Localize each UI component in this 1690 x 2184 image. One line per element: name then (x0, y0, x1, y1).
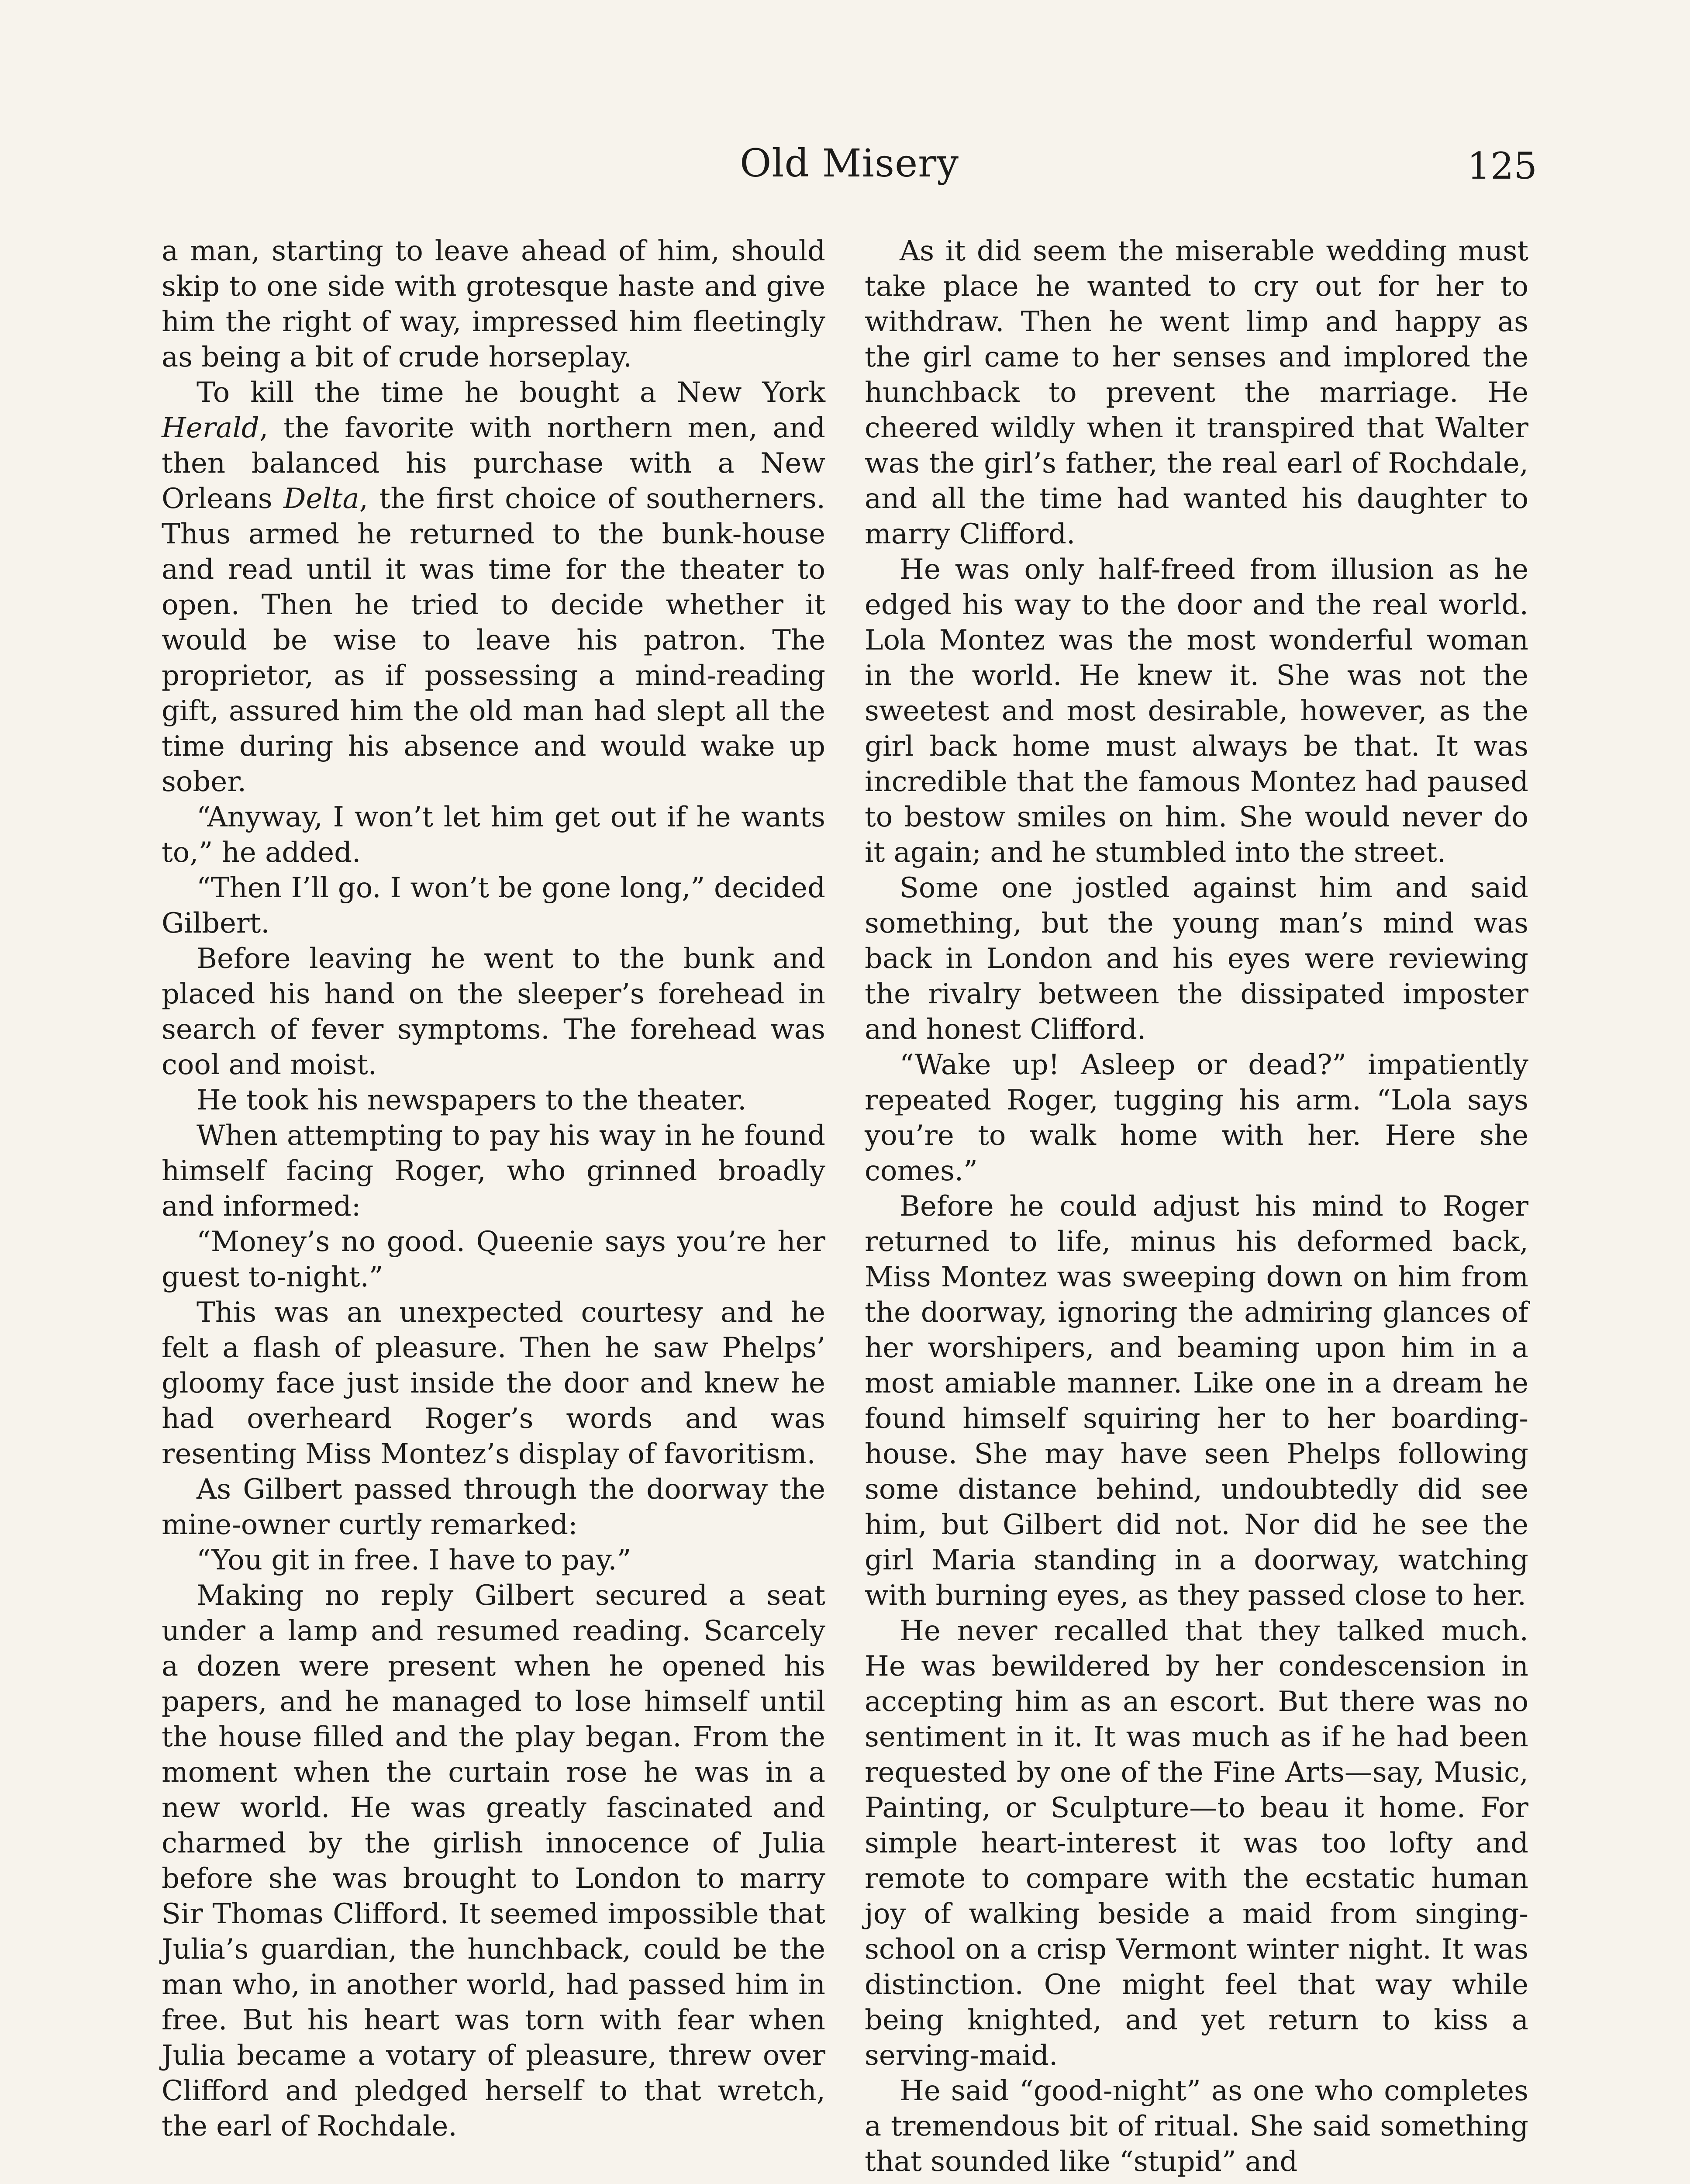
paragraph: “Money’s no good. Queenie says you’re her guest to-night.” (162, 1226, 825, 1293)
newspaper-name: Herald (162, 412, 259, 444)
paragraph: He took his newspapers to the theater. (197, 1084, 747, 1116)
paragraph: a man, starting to leave ahead of him, should skip to one side with grotesque haste and give him the right of way, impressed him fleetingly as being a bit of crude horseplay. (162, 235, 825, 373)
paragraph: Making no reply Gilbert secured a seat under a lamp and resumed reading. Scarcely a dozen were present when he opened his papers, and he managed to lose himself until the house filled and the play began. From the moment when the curtain rose he was in a new world. He was greatly fascinated and charmed by the girlish innocence of Julia before she was brought to London to marry Sir Thomas Clifford. It seemed impossible that Julia’s guardian, the hunchback, could be the man who, in another world, had passed him in free. But his heart was torn with fear when Julia became a votary of pleasure, threw over Clifford and pledged herself to that wretch, the earl of Rochdale. (162, 1579, 825, 2143)
page-number: 125 (1467, 145, 1537, 187)
paragraph: As Gilbert passed through the doorway the mine-owner curtly remarked: (162, 1473, 825, 1541)
paragraph: He said “good-night” as one who completes a tremendous bit of ritual. She said something that sounded like “stupid” and (865, 2075, 1528, 2178)
paragraph: As it did seem the miserable wedding must take place he wanted to cry out for her to withdraw. Then he went limp and happy as the girl came to her senses and implored the hunchback to prevent the marriage. He cheered wildly when it transpired that Walter was the girl’s father, the real earl of Rochdale, and all the time had wanted his daughter to marry Clifford. (865, 235, 1528, 550)
paragraph: “Wake up! Asleep or dead?” impatiently repeated Roger, tugging his arm. “Lola says you’re to walk home with her. Here she comes.” (865, 1049, 1528, 1187)
right-column (865, 234, 1528, 2180)
paragraph: Before leaving he went to the bunk and placed his hand on the sleeper’s forehead in search of fever symptoms. The forehead was cool and moist. (162, 943, 825, 1081)
paragraph: When attempting to pay his way in he found himself facing Roger, who grinned broadly and informed: (162, 1120, 825, 1223)
paragraph: “Then I’ll go. I won’t be gone long,” decided Gilbert. (162, 872, 825, 940)
newspaper-name: Delta (283, 483, 359, 515)
paragraph: He was only half-freed from illusion as he edged his way to the door and the real world. Lola Montez was the most wonderful woman in the world. He knew it. She was not the sweetest and most desirable, however, as the girl back home must always be that. It was incredible that the famous Montez had paused to bestow smiles on him. She would never do it again; and he stumbled into the street. (865, 553, 1528, 869)
paragraph: To kill the time he bought a New York Herald, the favorite with northern men, and then balanced his purchase with a New Orleans Delta, the first choice of southerners. Thus armed he returned to the bunk-house and read until it was time for the theater to open. Then he tried to decide whether it would be wise to leave his patron. The proprietor, as if possessing a mind-reading gift, assured him the old man had slept all the time during his absence and would wake up sober. (162, 377, 826, 798)
paragraph: He never recalled that they talked much. He was bewildered by her condescension in accepting him as an escort. But there was no sentiment in it. It was much as if he had been requested by one of the Fine Arts—say, Music, Painting, or Sculpture—to beau it home. For simple heart-interest it was too lofty and remote to compare with the ecstatic human joy of walking beside a maid from singing-school on a crisp Vermont winter night. It was distinction. One might feel that way while being knighted, and yet return to kiss a serving-maid. (865, 1615, 1528, 2072)
paragraph: “You git in free. I have to pay.” (197, 1544, 631, 1576)
paragraph: Before he could adjust his mind to Roger returned to life, minus his deformed back, Miss Montez was sweeping down on him from the doorway, ignoring the admiring glances of her worshipers, and beaming upon him in a most amiable manner. Like one in a dream he found himself squiring her to her boarding-house. She may have seen Phelps following some distance behind, undoubtedly did see him, but Gilbert did not. Nor did he see the girl Maria standing in a doorway, watching with burning eyes, as they passed close to her. (865, 1190, 1528, 1612)
paragraph: This was an unexpected courtesy and he felt a flash of pleasure. Then he saw Phelps’ gloomy face just inside the door and knew he had overheard Roger’s words and was resenting Miss Montez’s display of favoritism. (162, 1296, 825, 1470)
paragraph: Some one jostled against him and said something, but the young man’s mind was back in London and his eyes were reviewing the rivalry between the dissipated imposter and honest Clifford. (865, 872, 1528, 1046)
running-head (162, 141, 1537, 201)
left-column (162, 234, 825, 2144)
paragraph: “Anyway, I won’t let him get out if he wants to,” he added. (162, 801, 825, 869)
running-title: Old Misery (740, 141, 959, 186)
